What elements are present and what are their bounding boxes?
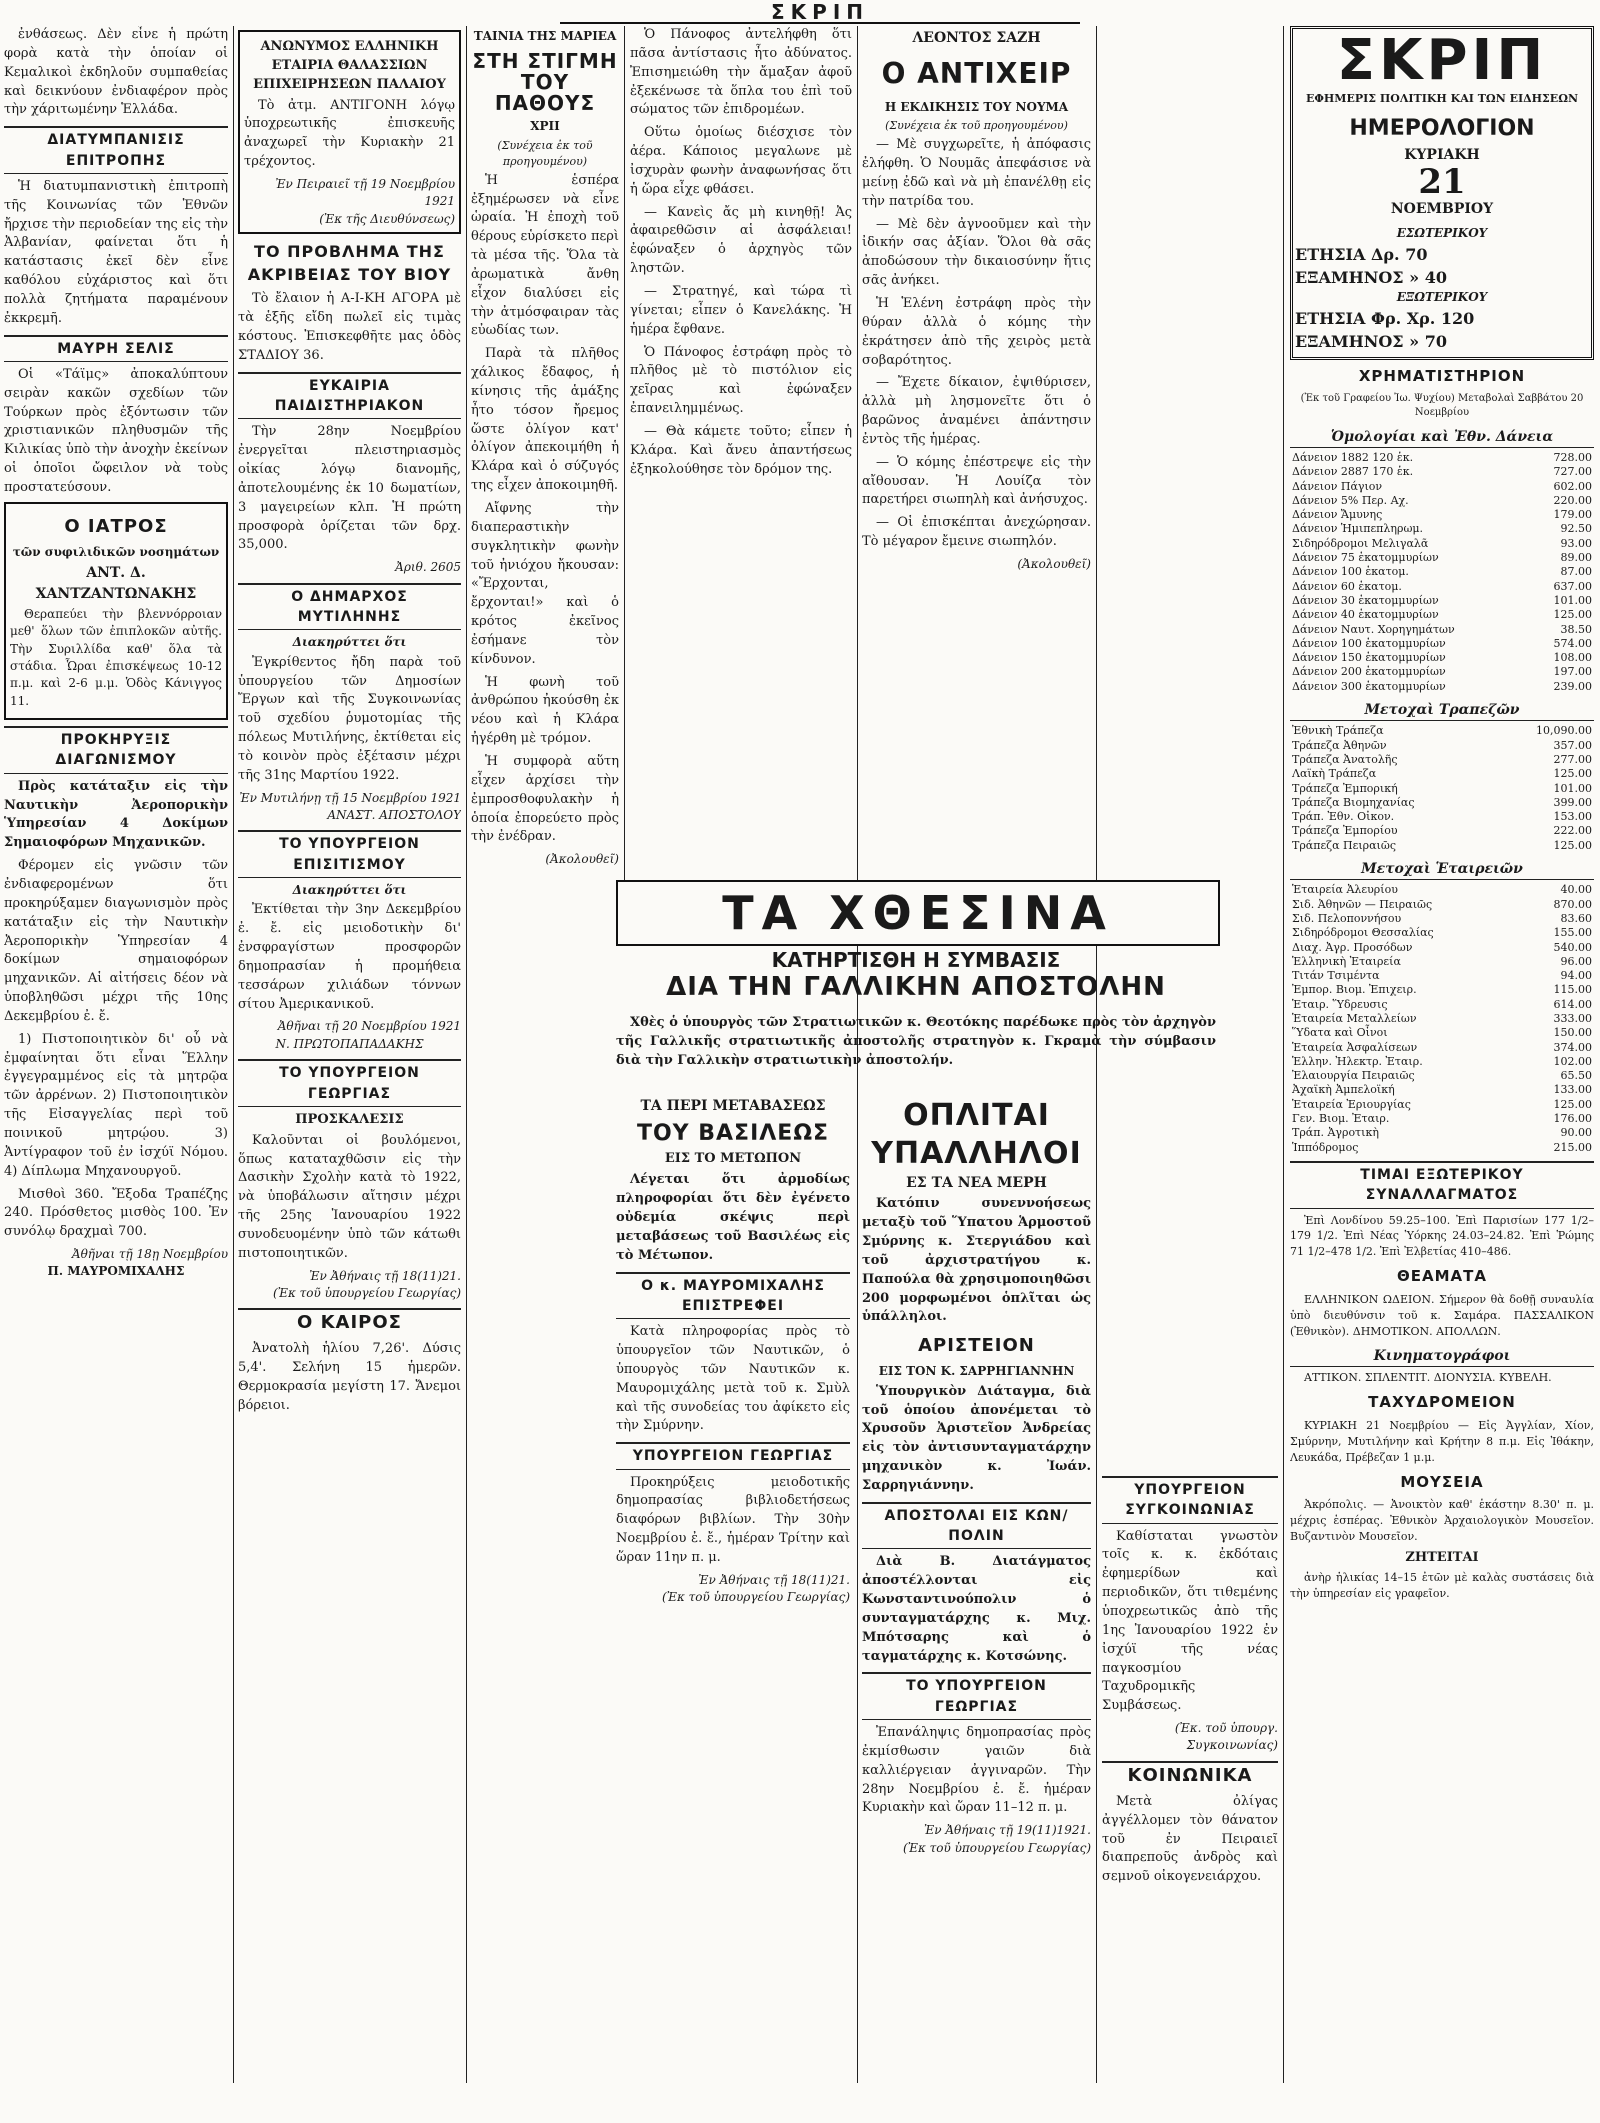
- headline-mouseia: ΜΟΥΣΕΙΑ: [1400, 1472, 1484, 1491]
- company-share-row: [1290, 1026, 1594, 1040]
- paper-tagline: ΕΦΗΜΕΡΙΣ ΠΟΛΙΤΙΚΗ ΚΑΙ ΤΩΝ ΕΙΔΗΣΕΩΝ: [1305, 92, 1579, 105]
- headline-line: ΕΣ ΤΑ ΝΕΑ ΜΕΡΗ: [906, 1175, 1047, 1191]
- quote-value: 239.00: [1553, 679, 1592, 693]
- quote-label: Ὕδατα καὶ Οἶνοι: [1292, 1026, 1388, 1040]
- museum-listing: Ἀκρόπολις. — Ἀνοικτὸν καθ' ἑκάστην 8.30' π. μ. μέχρις ἑσπέρας. Ἐθνικὸν Ἀρχαιολογικὸν Μουσεῖον. Βυζαντινὸν Μουσεῖον.: [1290, 1498, 1594, 1544]
- quote-label: Δάνειον Πάγιον: [1292, 479, 1383, 493]
- quote-value: 155.00: [1553, 926, 1592, 940]
- classified-text: ἀνὴρ ἡλικίας 14–15 ἐτῶν μὲ καλὰς συστάσεις διὰ τὴν ὑπηρεσίαν εἰς γραφεῖον.: [1290, 1571, 1594, 1601]
- post-listing: ΚΥΡΙΑΚΗ 21 Νοεμβρίου — Εἰς Ἀγγλίαν, Χίον, Σμύρνην, Μυτιλήνην καὶ Κρήτην 8 π.μ. Εἰς Ἰθάκην, Λευκάδα, Πρέβεζαν 1 μ.μ.: [1290, 1418, 1594, 1464]
- masthead-title: ΣΚΡΙΠ: [560, 0, 1080, 24]
- subscription-box: [1295, 225, 1589, 353]
- serial-subtitle: Η ΕΚΔΙΚΗΣΙΣ ΤΟΥ ΝΟΥΜΑ: [884, 99, 1069, 114]
- bank-shares-table: [1290, 724, 1594, 853]
- headline-kairos: Ο ΚΑΙΡΟΣ: [238, 1308, 461, 1336]
- quote-value: 108.00: [1553, 651, 1592, 665]
- bond-row: [1290, 465, 1594, 479]
- cinema-listing: ΑΤΤΙΚΟΝ. ΣΠΛΕΝΤΙΤ. ΔΙΟΝΥΣΙΑ. ΚΥΒΕΛΗ.: [1304, 1371, 1552, 1385]
- serial-body: — Κανεὶς ἄς μὴ κινηθῇ! Ἀς ἀφαιρεθῶσιν αἱ ἀσφάλειαι! ἐφώναξεν ὁ ἀρχηγὸς τῶν ληστῶν.: [630, 204, 852, 277]
- ad-anonymos: [238, 30, 461, 234]
- article-signature: Ν. ΠΡΩΤΟΠΑΠΑΔΑΚΗΣ: [275, 1036, 424, 1051]
- bank-share-row: [1290, 753, 1594, 767]
- company-share-row: [1290, 1069, 1594, 1083]
- serial-title: Ο ΑΝΤΙΧΕΙΡ: [881, 57, 1072, 91]
- quote-value: 125.00: [1553, 838, 1592, 852]
- quote-label: Ἀχαϊκὴ Ἀμπελοϊκή: [1292, 1083, 1395, 1097]
- column-rule: [466, 26, 467, 2083]
- section-title: ΤΑ ΧΘΕΣΙΝΑ: [722, 886, 1114, 940]
- quote-value: 574.00: [1553, 636, 1592, 650]
- quote-label: Δάνειον 75 ἑκατομμυρίων: [1292, 551, 1439, 565]
- quote-value: 399.00: [1553, 795, 1592, 809]
- quote-value: 197.00: [1553, 665, 1592, 679]
- article-date: Ἐν Μυτιλήνῃ τῇ 15 Νοεμβρίου 1921: [239, 790, 461, 805]
- headline-theamata: ΘΕΑΜΑΤΑ: [1397, 1267, 1487, 1286]
- article-date: Ἐν Ἀθήναις τῇ 18(11)21.: [698, 1572, 850, 1587]
- quote-value: 215.00: [1553, 1140, 1592, 1154]
- article-body: Διὰ Β. Διατάγματος ἀποστέλλονται εἰς Κωνσταντινούπολιν ὁ συνταγματάρχης κ. Μιχ. Μπότσαρης καὶ ὁ ταγματάρχης κ. Κοτσώνης.: [862, 1554, 1091, 1664]
- bank-share-row: [1290, 767, 1594, 781]
- theatre-listing: ΕΛΛΗΝΙΚΟΝ ΩΔΕΙΟΝ. Σήμερον θὰ δοθῇ συναυλία ὑπὸ διευθύνσιν τοῦ κ. Σαμάρα. ΠΑΣΣΑΛΙΚΟΝ (Ἐθνικὸν). ΔΗΜΟΤΙΚΟΝ. ΑΠΟΛΛΩΝ.: [1290, 1293, 1594, 1338]
- notice-subheading: Διακηρύττει ὅτι: [292, 882, 407, 897]
- center-right-column: [862, 1094, 1091, 2083]
- quote-label: Ἱππόδρομος: [1292, 1140, 1359, 1154]
- column-2: [238, 26, 461, 2083]
- quote-value: 222.00: [1553, 824, 1592, 838]
- bank-share-row: [1290, 724, 1594, 738]
- bond-row: [1290, 651, 1594, 665]
- subscription-rate: ΕΤΗΣΙΑ Δρ. 70: [1295, 244, 1428, 264]
- bond-row: [1290, 537, 1594, 551]
- quote-label: Δάνειον 2887 170 ἑκ.: [1292, 465, 1414, 479]
- quote-label: Σιδηρόδρομοι Θεσσαλίας: [1292, 926, 1434, 940]
- quote-value: 83.60: [1560, 911, 1592, 925]
- headline-apostolai: ΑΠΟΣΤΟΛΑΙ ΕΙΣ ΚΩΝ/ΠΟΛΙΝ: [862, 1502, 1091, 1550]
- paper-logo-box: [1290, 26, 1594, 360]
- article-signature: ΑΝΑΣΤ. ΑΠΟΣΤΟΛΟΥ: [327, 808, 461, 822]
- article-body: Καθίσταται γνωστὸν τοῖς κ. κ. ἐκδόταις ἐφημερίδων καὶ περιοδικῶν, ὅτι τιθεμένης ὑποχρεωτικῶς ἀπὸ τῆς 1ης Ἰανουαρίου 1922 ἐν ἰσχύϊ τῆς νέας παγκοσμίου Ταχυδρομικῆς Συμβάσεως.: [1102, 1528, 1278, 1714]
- section-header-ta-xthesina: [616, 880, 1220, 946]
- subscription-heading: ΕΣΩΤΕΡΙΚΟΥ: [1396, 226, 1488, 241]
- quote-label: Δάνειον 5% Περ. Αχ.: [1292, 493, 1409, 507]
- serial-body: Αἴφνης τὴν διαπεραστικὴν συγκλητικὴν φωνὴν τοῦ ἠνιόχου ἤκουσαν: «Ἔρχονται, ἔρχονται!» καὶ ὁ κρότος ἐκεῖνος ἐσήμανε τὸν κίνδυνον.: [471, 501, 619, 667]
- column-1: [4, 26, 228, 2083]
- ad-date: Ἐν Πειραιεῖ τῇ 19 Νοεμβρίου 1921: [275, 176, 455, 209]
- bond-row: [1290, 551, 1594, 565]
- quote-value: 133.00: [1553, 1083, 1592, 1097]
- serial-body: Ἡ ἑσπέρα ἐξημέρωσεν νὰ εἶνε ὡραία. Ἡ ἐποχὴ τοῦ θέρους εὑρίσκετο περὶ τὰ μέσα τῆς. Ὅλα τὰ ἀρωματικὰ ἄνθη εἶχον διαλύσει εἰς τὴν ἀτμόσφαιραν τὰς εὐωδίας των.: [471, 172, 619, 339]
- market-section-title: Μετοχαὶ Ἑταιρειῶν: [1290, 859, 1594, 880]
- quote-label: Τράπεζα Βιομηχανίας: [1292, 795, 1415, 809]
- quote-label: Τράπεζα Πειραιῶς: [1292, 838, 1396, 852]
- company-share-row: [1290, 926, 1594, 940]
- headline-line: ΑΡΙΣΤΕΙΟΝ: [918, 1335, 1035, 1357]
- quote-label: Τράπ. Ἀγροτικὴ: [1292, 1126, 1379, 1140]
- quote-label: Τράπεζα Ἐμπορίου: [1292, 824, 1398, 838]
- paper-logo: ΣΚΡΙΠ: [1336, 28, 1548, 93]
- quote-value: 153.00: [1553, 810, 1592, 824]
- company-share-row: [1290, 1041, 1594, 1055]
- company-share-row: [1290, 1012, 1594, 1026]
- quote-value: 89.00: [1560, 551, 1592, 565]
- article-body: Ἐγκρίθεντος ἤδη παρὰ τοῦ ὑπουργείου τῶν Δημοσίων Ἔργων καὶ τῆς Συγκοινωνίας τοῦ σχεδίου ῥυμοτομίας τῆς πόλεως Μυτιλήνης, ἐκτίθεται εἰς τὸ κοινὸν πρὸς ἐξέτασιν μέχρι τῆς 31ης Μαρτίου 1922.: [238, 654, 461, 783]
- quote-value: 176.00: [1553, 1112, 1592, 1126]
- ad-body: Τὸ ἔλαιον ἡ Α-Ι-ΚΗ ΑΓΟΡΑ μὲ τὰ ἑξῆς εἴδη πωλεῖ εἰς τιμὰς κόστους. Ἐπισκεφθῆτε μας ὁδὸς ΣΤΑΔΙΟΥ 36.: [238, 291, 461, 363]
- quote-label: Δάνειον 1882 120 ἑκ.: [1292, 451, 1414, 464]
- quote-value: 540.00: [1553, 940, 1592, 954]
- headline-line: ΚΑΤΗΡΤΙΣΘΗ Η ΣΥΜΒΑΣΙΣ: [771, 948, 1061, 972]
- headline-line: ΟΠΛΙΤΑΙ: [903, 1098, 1050, 1133]
- quote-label: Διαχ. Ἀγρ. Προσόδων: [1292, 940, 1413, 954]
- quote-value: 101.00: [1553, 593, 1592, 607]
- company-share-row: [1290, 912, 1594, 926]
- article-intro: ἐνθάσεως. Δὲν εἶνε ἡ πρώτη φορὰ κατὰ τὴν ὁποίαν οἱ Κεμαλικοὶ ἐκδηλοῦν συμπαθείας καὶ δεικνύουν ἐνδιαφέρον πρὸς τὴν χάριτωμένην Ἑλλάδα.: [4, 27, 228, 118]
- article-body: Φέρομεν εἰς γνῶσιν τῶν ἐνδιαφερομένων ὅτι προκηρύξαμεν διαγωνισμὸν πρὸς κατάταξιν εἰς τὴν Ναυτικὴν Ἀεροπορικὴν Ὑπηρεσίαν 4 δοκίμων σημαιοφόρων μηχανικῶν. Αἱ αἰτήσεις δέον νὰ ὑποβληθῶσι μέχρι τῆς 10ης Δεκεμβρίου ἐ. ἔ.: [4, 858, 228, 1024]
- company-share-row: [1290, 983, 1594, 997]
- quote-label: Ἑταιρεία Ἐριουργίας: [1292, 1097, 1411, 1111]
- bonds-table: [1290, 451, 1594, 694]
- serial-body: — Στρατηγέ, καὶ τώρα τὶ γίνεται; εἶπεν ὁ Κανελάκης. Ἡ ἡμέρα ἔφθανε.: [630, 283, 852, 337]
- column-rule: [233, 26, 234, 2083]
- article-signature: (Ἐκ τοῦ ὑπουργείου Γεωργίας): [273, 1285, 461, 1300]
- headline-sygkoinonias: ΥΠΟΥΡΓΕΙΟΝ ΣΥΓΚΟΙΝΩΝΙΑΣ: [1102, 1476, 1278, 1524]
- quote-label: Τράπεζα Ἀθηνῶν: [1292, 738, 1387, 752]
- quote-value: 101.00: [1553, 781, 1592, 795]
- quote-label: Δάνειον 40 ἑκατομμυρίων: [1292, 608, 1439, 622]
- ad-subheading: τῶν συφιλιδικῶν νοσημάτων: [12, 544, 220, 559]
- quote-value: 125.00: [1553, 767, 1592, 781]
- quote-value: 637.00: [1553, 579, 1592, 593]
- quote-value: 125.00: [1553, 1097, 1592, 1111]
- serial-body: Ὁ Πάνοφος ἀντελήφθη ὅτι πᾶσα ἀντίστασις ἦτο ἀδύνατος. Ἐπισημειώθη τὴν ἄμαξαν ἀφοῦ ἐξεκένωσε τὰ ὅπλα του ἐπὶ τοῦ σώματος τῶν ἐπιδρομέων.: [630, 27, 852, 118]
- ad-iatros: [4, 502, 228, 720]
- headline-line: ΕΙΣ ΤΟ ΜΕΤΩΠΟΝ: [664, 1151, 802, 1167]
- headline-diatympanisis: ΔΙΑΤΥΜΠΑΝΙΣΙΣ ΕΠΙΤΡΟΠΗΣ: [4, 126, 228, 174]
- article-signature: Π. ΜΑΥΡΟΜΙΧΑΛΗΣ: [47, 1264, 185, 1279]
- article-body: Χθὲς ὁ ὑπουργὸς τῶν Στρατιωτικῶν κ. Θεοτόκης παρέδωκε πρὸς τὸν ἀρχηγὸν τῆς Γαλλικῆς στρατιωτικῆς ἀποστολῆς στρατηγὸν κ. Γκραμὰ τὴν σύμβασιν διὰ τὴν Γαλλικὴν στρατιωτικὴν ἀποστολήν.: [616, 1015, 1216, 1068]
- company-share-row: [1290, 1083, 1594, 1097]
- serial-continuation: (Συνέχεια ἐκ τοῦ προηγουμένου): [885, 119, 1068, 133]
- serial-body: — Μὲ συγχωρεῖτε, ἡ ἀπόφασις ἐλήφθη. Ὁ Νουμᾶς ἀπεφάσισε νὰ μείνῃ ἐδῶ καὶ νὰ μὴ ἐπανέλθῃ εἰς τὴν πατρίδα του.: [862, 137, 1091, 209]
- serial-chapter: ΧΡΙΙ: [530, 119, 560, 134]
- bank-share-row: [1290, 782, 1594, 796]
- quote-label: Δάνειον Ναυτ. Χορηγημάτων: [1292, 622, 1455, 636]
- headline-line: ΕΙΣ ΤΟΝ Κ. ΣΑΡΡΗΓΙΑΝΝΗΝ: [878, 1364, 1075, 1379]
- bond-row: [1290, 665, 1594, 679]
- serial-body: — Ὁ κόμης ἐπέστρεψε εἰς τὴν αἴθουσαν. Ἡ Λουίζα τὸν παρετήρει σιωπηλὴ καὶ ἀνήσυχος.: [862, 454, 1091, 508]
- classified-heading: ΖΗΤΕΙΤΑΙ: [1405, 1550, 1479, 1566]
- quote-label: Δάνειον 100 ἑκατομ.: [1292, 565, 1409, 579]
- headline-chrimatistirion: ΧΡΗΜΑΤΙΣΤΗΡΙΟΝ: [1358, 366, 1526, 385]
- quote-label: Ἑταιρεία Ἀσφαλίσεων: [1292, 1040, 1418, 1054]
- company-share-row: [1290, 1055, 1594, 1069]
- bond-row: [1290, 565, 1594, 579]
- quote-label: Τράπεζα Ἐμπορική: [1292, 781, 1398, 795]
- market-section-title: Μετοχαὶ Τραπεζῶν: [1290, 700, 1594, 721]
- quote-value: 92.50: [1560, 522, 1592, 536]
- quote-value: 87.00: [1560, 565, 1592, 579]
- quote-value: 150.00: [1553, 1026, 1592, 1040]
- bond-row: [1290, 451, 1594, 465]
- company-share-row: [1290, 955, 1594, 969]
- serial-signature: (Ἀκολουθεῖ): [545, 852, 619, 867]
- article-body: Ἀνατολὴ ἡλίου 7,26'. Δύσις 5,4'. Σελήνη 15 ἡμερῶν. Θερμοκρασία μεγίστη 17. Ἄνεμοι βόρειοι.: [238, 1341, 461, 1413]
- article-body: Ὑπουργικὸν Διάταγμα, διὰ τοῦ ὁποίου ἀπονέμεται τὸ Χρυσοῦν Ἀριστεῖον Ἀνδρείας εἰς τὸν ἀντισυνταγματάρχην μηχανικὸν κ. Ἰωάν. Σαρρηγιάννην.: [862, 1383, 1091, 1493]
- company-share-row: [1290, 998, 1594, 1012]
- company-share-row: [1290, 1141, 1594, 1155]
- serial-body: — Οἱ ἐπισκέπται ἀνεχώρησαν. Τὸ μέγαρον ἔμεινε σιωπηλόν.: [862, 515, 1091, 550]
- company-share-row: [1290, 898, 1594, 912]
- article-signature: (Ἐκ τοῦ ὑπουργείου Γεωργίας): [903, 1840, 1091, 1855]
- quote-value: 115.00: [1553, 983, 1592, 997]
- serial-body: — Θὰ κάμετε τοῦτο; εἶπεν ἡ Κλάρα. Καὶ ἄνευ ἀπαντήσεως ἐξηκολούθησε τὸν δρόμον της.: [630, 423, 852, 477]
- headline-efkairia: ΕΥΚΑΙΡΙΑ ΠΑΙΔΙΣΤΗΡΙΑΚΟΝ: [238, 372, 461, 420]
- article-body: Ἐπανάληψις δημοπρασίας πρὸς ἐκμίσθωσιν γαιῶν διὰ καλλιέργειαν ἀγγιναρῶν. Τὴν 28ην Νοεμβρίου ἐ. ἔ. ἡμέραν Κυριακὴν καὶ ὥραν 11–12 π. μ.: [862, 1725, 1091, 1816]
- article-signature: (Ἐκ τοῦ ὑπουργείου Γεωργίας): [662, 1590, 850, 1605]
- center-left-column: [616, 1094, 850, 2083]
- column-3: [471, 26, 619, 933]
- exchange-rates-text: Ἐπὶ Λονδίνου 59.25–100. Ἐπὶ Παρισίων 177 1/2–179 1/2. Ἐπὶ Νέας Ὑόρκης 24.03–24.82. Ἐπὶ Ῥώμης 71 1/2–478 1/2. Ἐπὶ Ἐλβετίας 410–486.: [1290, 1213, 1594, 1259]
- headline-taxydromeion: ΤΑΧΥΔΡΟΜΕΙΟΝ: [1368, 1393, 1516, 1412]
- quote-label: Δάνειον 100 ἑκατομμυρίων: [1292, 636, 1446, 650]
- quote-label: Λαϊκὴ Τράπεζα: [1292, 767, 1377, 781]
- bond-row: [1290, 522, 1594, 536]
- article-body: Κατὰ πληροφορίας πρὸς τὸ ὑπουργεῖον τῶν Ναυτικῶν, ὁ ὑπουργὸς τῶν Ναυτικῶν κ. Μαυρομιχάλης μετὰ τοῦ κ. Σμὺλ καὶ τῆς συνοδείας του ἀφίκετο εἰς τὴν Σμύρνην.: [616, 1324, 850, 1434]
- bank-share-row: [1290, 739, 1594, 753]
- quote-label: Δάνειον 150 ἑκατομμυρίων: [1292, 651, 1446, 665]
- quote-label: Γεν. Βιομ. Ἐταιρ.: [1292, 1112, 1390, 1126]
- serial-title: ΣΤΗ ΣΤΙΓΜΗ ΤΟΥ ΠΑΘΟΥΣ: [472, 49, 618, 116]
- quote-label: Ἐλαιουργία Πειραιῶς: [1292, 1069, 1415, 1083]
- quote-label: Τιτάν Τσιμέντα: [1292, 969, 1380, 983]
- bond-row: [1290, 623, 1594, 637]
- article-body: Τὴν 28ην Νοεμβρίου ἐνεργεῖται πλειστηριασμὸς οἰκίας λόγῳ διανομῆς, ἀποτελουμένης ἐκ 10 δωματίων, 3 μαγειρείων κλπ. Ἡ πρώτη προσφορὰ ὁρίζεται τῶν δρχ. 35,000.: [238, 424, 461, 553]
- article-body: Ἡ διατυμπανιστικὴ ἐπιτροπὴ τῆς Κοινωνίας τῶν Ἐθνῶν ἤρχισε τὴν περιοδείαν της εἰς τὴν Ἀλβανίαν, φαίνεται ὅτι ἡ κατάστασις ἐκεῖ δὲν εἶνε καθόλου εὐχάριστος καὶ ὅτι πολλὰ ζητήματα παραμένουν ἐκκρεμῆ.: [4, 178, 228, 326]
- calendar-day: ΚΥΡΙΑΚΗ: [1404, 146, 1480, 163]
- quote-value: 125.00: [1553, 608, 1592, 622]
- bond-row: [1290, 637, 1594, 651]
- headline-ypourgeion-georgias: ΥΠΟΥΡΓΕΙΟΝ ΓΕΩΡΓΙΑΣ: [616, 1442, 850, 1469]
- subscription-rate: ΕΞΑΜΗΝΟΣ » 40: [1295, 268, 1447, 287]
- quote-value: 277.00: [1553, 752, 1592, 766]
- serial-body: — Μὲ δὲν ἀγνοοῦμεν καὶ τὴν ἰδικήν σας ἀξίαν. Ὅλοι θὰ σᾶς ἀποδώσουν τὴν δικαιοσύνην ἥτις σᾶς ἀνήκει.: [862, 216, 1091, 289]
- serial-tag: ΤΑΙΝΙΑ ΤΗΣ ΜΑΡΙΕΑ: [473, 29, 617, 43]
- serial-author: ΛΕΟΝΤΟΣ ΣΑΖΗ: [912, 30, 1041, 46]
- quote-value: 333.00: [1553, 1011, 1592, 1025]
- headline-georgias: ΤΟ ΥΠΟΥΡΓΕΙΟΝ ΓΕΩΡΓΙΑΣ: [238, 1059, 461, 1107]
- company-shares-table: [1290, 883, 1594, 1155]
- ad-heading: ΑΝΩΝΥΜΟΣ ΕΛΛΗΝΙΚΗ ΕΤΑΙΡΙΑ ΘΑΛΑΣΣΙΩΝ ΕΠΙΧΕΙΡΗΣΕΩΝ ΠΑΛΑΙΟΥ: [253, 39, 446, 92]
- headline-koinonika: ΚΟΙΝΩΝΙΚΑ: [1102, 1761, 1278, 1789]
- article-date: Ἐν Ἀθήναις τῇ 18(11)21.: [309, 1268, 461, 1283]
- bank-share-row: [1290, 824, 1594, 838]
- bank-share-row: [1290, 839, 1594, 853]
- quote-label: Τράπεζα Ἀνατολῆς: [1292, 752, 1398, 766]
- company-share-row: [1290, 969, 1594, 983]
- bond-row: [1290, 608, 1594, 622]
- quote-value: 102.00: [1553, 1054, 1592, 1068]
- article-katartisthi: [616, 1014, 1216, 1084]
- headline-katartisthi: [616, 948, 1216, 1002]
- bond-row: [1290, 580, 1594, 594]
- quote-label: Ἑταιρεία Μεταλλείων: [1292, 1011, 1417, 1025]
- article-body: Μισθοὶ 360. Ἔξοδα Τραπέζης 240. Πρόσθετος μισθὸς 100. Ἐν συνόλῳ δραχμαὶ 700.: [4, 1186, 228, 1240]
- quote-value: 220.00: [1553, 493, 1592, 507]
- quote-value: 94.00: [1560, 969, 1592, 983]
- quote-value: 727.00: [1553, 465, 1592, 479]
- ad-heading: Ο ΙΑΤΡΟΣ: [64, 515, 168, 537]
- bond-row: [1290, 480, 1594, 494]
- article-body: Οἱ «Τάϊμς» ἀποκαλύπτουν σειρὰν κακῶν σχεδίων τῶν Τούρκων πρὸς ἐξόντωσιν τῶν χριστιανικῶν πληθυσμῶν τῆς Κιλικίας ὑπὸ τὴν ἀνοχὴν ἐκείνων οἱ ὁποῖοι ὤφειλον νὰ τοὺς προστατεύσουν.: [4, 366, 228, 495]
- quote-value: 179.00: [1553, 508, 1592, 522]
- company-share-row: [1290, 883, 1594, 897]
- headline-dimarchos: Ο ΔΗΜΑΡΧΟΣ ΜΥΤΙΛΗΝΗΣ: [238, 583, 461, 631]
- ad-body: Θεραπεύει τὴν βλεννόρροιαν μεθ' ὅλων τῶν ἐπιπλοκῶν αὐτῆς. Τὴν Συριλλίδα καθ' ὅλα τὰ στάδια. Ὧραι ἐπισκέψεως 10-12 π.μ. καὶ 2-6 μ.μ. Ὁδὸς Κάνιγγος 11.: [10, 606, 222, 708]
- quote-value: 10,090.00: [1536, 724, 1592, 738]
- quote-label: Ἑταιρ. Ὕδρευσις: [1292, 997, 1388, 1011]
- quote-value: 870.00: [1553, 897, 1592, 911]
- quote-value: 93.00: [1560, 536, 1592, 550]
- quote-label: Δάνειον 300 ἑκατομμυρίων: [1292, 679, 1446, 693]
- quote-value: 96.00: [1560, 954, 1592, 968]
- company-share-row: [1290, 1112, 1594, 1126]
- notice-subheading: ΠΡΟΣΚΑΛΕΣΙΣ: [295, 1111, 404, 1127]
- quote-label: Δάνειον 60 ἑκατομ.: [1292, 579, 1402, 593]
- notice-subheading: Διακηρύττει ὅτι: [292, 635, 407, 650]
- headline-line: ΔΙΑ ΤΗΝ ΓΑΛΛΙΚΗΝ ΑΠΟΣΤΟΛΗΝ: [666, 972, 1166, 1002]
- quote-label: Δάνειον Ἡμιπεπληρωμ.: [1292, 522, 1424, 536]
- quote-label: Σιδ. Πελοποννήσου: [1292, 911, 1402, 925]
- subscription-heading: ΕΞΩΤΕΡΙΚΟΥ: [1396, 290, 1488, 305]
- headline-prokyrixis: ΠΡΟΚΗΡΥΞΙΣ ΔΙΑΓΩΝΙΣΜΟΥ: [4, 726, 228, 774]
- center-far-column: [1102, 1470, 1278, 2083]
- headline-provlima: ΤΟ ΠΡΟΒΛΗΜΑ ΤΗΣ ΑΚΡΙΒΕΙΑΣ ΤΟΥ ΒΙΟΥ: [247, 242, 452, 285]
- headline-line: ΤΟΥ ΒΑΣΙΛΕΩΣ: [636, 1121, 830, 1147]
- subscription-rate: ΕΞΑΜΗΝΟΣ » 70: [1295, 331, 1447, 351]
- company-share-row: [1290, 1098, 1594, 1112]
- column-5: [862, 26, 1091, 873]
- bond-row: [1290, 494, 1594, 508]
- quote-label: Δάνειον 200 ἑκατομμυρίων: [1292, 665, 1446, 679]
- serial-signature: (Ἀκολουθεῖ): [1017, 556, 1091, 571]
- quote-value: 38.50: [1560, 622, 1592, 636]
- quote-label: Δάνειον Ἄμυνης: [1292, 508, 1383, 522]
- quote-label: Σιδ. Ἀθηνῶν — Πειραιῶς: [1292, 897, 1433, 911]
- column-rule: [624, 26, 625, 933]
- column-4: [630, 26, 852, 873]
- article-body: Κατόπιν συνεννοήσεως μεταξὺ τοῦ Ὕπατου Ἁρμοστοῦ Σμύρνης κ. Στεργιάδου καὶ τοῦ ἀρχιστρατήγου κ. Παπούλα θὰ χρησιμοποιηθῶσι 200 μορφωμένοι ὁπλῖται ὡς ὑπάλληλοι.: [862, 1196, 1091, 1325]
- column-6: [1290, 26, 1594, 2083]
- headline-mavri-selis: ΜΑΥΡΗ ΣΕΛΙΣ: [4, 335, 228, 362]
- article-body: Προκηρύξεις μειοδοτικῆς δημοπρασίας βιβλιοδετήσεως διαφόρων βιβλίων. Τὴν 30ὴν Νοεμβρίου ἐ. ἔ., ἡμέραν Τρίτην καὶ ὥραν 11ην π. μ.: [616, 1474, 850, 1565]
- quote-label: Ἑλληνικὴ Ἐταιρεία: [1292, 954, 1401, 968]
- quote-label: Ἑταιρεία Ἀλευρίου: [1292, 883, 1398, 897]
- headline-episitismou: ΤΟ ΥΠΟΥΡΓΕΙΟΝ ΕΠΙΣΙΤΙΣΜΟΥ: [238, 830, 461, 878]
- headline-exoterikou: ΤΙΜΑΙ ΕΞΩΤΕΡΙΚΟΥ ΣΥΝΑΛΛΑΓΜΑΤΟΣ: [1290, 1161, 1594, 1209]
- column-rule: [1283, 26, 1284, 2083]
- subscription-rate: ΕΤΗΣΙΑ Φρ. Χρ. 120: [1295, 308, 1475, 328]
- calendar-date: 21: [1418, 162, 1466, 203]
- quote-value: 65.50: [1560, 1069, 1592, 1083]
- ad-doctor-name: ΑΝΤ. Δ. ΧΑΝΤΖΑΝΤΩΝΑΚΗΣ: [35, 565, 197, 602]
- ad-signature: (Ἐκ τῆς Διευθύνσεως): [319, 211, 455, 226]
- headline-mavromichalis: Ο κ. ΜΑΥΡΟΜΙΧΑΛΗΣ ΕΠΙΣΤΡΕΦΕΙ: [616, 1272, 850, 1320]
- article-body: Μετὰ ὀλίγας ἀγγέλλομεν τὸν θάνατον τοῦ ἐν Πειραιεῖ διαπρεποῦς ἀνδρὸς καὶ σεμνοῦ οἰκογενειάρχου.: [1102, 1793, 1278, 1885]
- article-date: Ἐν Ἀθήναις τῇ 19(11)1921.: [924, 1823, 1091, 1838]
- bank-share-row: [1290, 810, 1594, 824]
- quote-value: 602.00: [1553, 479, 1592, 493]
- quote-label: Τράπ. Ἐθν. Οἰκον.: [1292, 810, 1395, 824]
- quote-label: Ἑλλην. Ἠλεκτρ. Ἐταιρ.: [1292, 1054, 1423, 1068]
- bond-row: [1290, 508, 1594, 522]
- article-date: Ἀθῆναι τῇ 20 Νοεμβρίου 1921: [277, 1019, 461, 1034]
- serial-body: Ὁ Πάνοφος ἐστράφη πρὸς τὸ πλῆθος μὲ τὸ πιστόλιον εἰς χεῖρας καὶ ἐφώναξεν ἐπανειλημμένως.: [630, 344, 852, 417]
- quote-label: Ἐθνικὴ Τράπεζα: [1292, 724, 1384, 738]
- article-body: 1) Πιστοποιητικὸν δι' οὗ νὰ ἐμφαίνηται ὅτι εἶναι Ἕλλην ἐγγεγραμμένος εἰς τὰ μητρῷα τῶν ἀρρένων. 2) Πιστοποιητικὸν τῆς Εἰσαγγελίας περὶ τοῦ ποινικοῦ μητρῴου. 3) Ἀντίγραφον τοῦ ἐν ἰσχύϊ Νόμου. 4) Δίπλωμα Μηχανουργοῦ.: [4, 1031, 228, 1179]
- article-body: Καλοῦνται οἱ βουλόμενοι, ὅπως καταταχθῶσιν εἰς τὴν Δασικὴν Σχολὴν κατὰ τὸ 1922, νὰ ὑποβάλωσιν αἴτησιν μέχρι τῆς 25ης Ἰανουαρίου 1922 συνοδευομένην ὑπὸ τῶν κάτωθι πιστοποιητικῶν.: [238, 1132, 461, 1261]
- bond-row: [1290, 594, 1594, 608]
- quote-label: Σιδηρόδρομοι Μελιγαλᾶ: [1292, 536, 1429, 550]
- bank-share-row: [1290, 796, 1594, 810]
- article-signature: (Ἐκ. τοῦ ὑπουργ. Συγκοινωνίας): [1174, 1721, 1278, 1753]
- serial-body: — Ἔχετε δίκαιον, ἐψιθύρισεν, ἀλλὰ μὴ λησμονεῖτε ὅτι ὁ βαρῶνος ἀναμένει ἀπάντησιν ἐντὸς τῆς ἡμέρας.: [862, 375, 1091, 447]
- quote-value: 374.00: [1553, 1040, 1592, 1054]
- quote-value: 40.00: [1560, 883, 1592, 897]
- market-section-title: Ὁμολογίαι καὶ Ἐθν. Δάνεια: [1290, 427, 1594, 448]
- quote-value: 90.00: [1560, 1126, 1592, 1140]
- headline-line: ΥΠΑΛΛΗΛΟΙ: [871, 1135, 1082, 1171]
- serial-continuation: (Συνέχεια ἐκ τοῦ προηγουμένου): [497, 138, 593, 168]
- serial-body: Ἡ συμφορὰ αὕτη εἶχεν ἀρχίσει τὴν ἐμπροσθοφυλακὴν ἡ ὁποία ἐπορεύετο πρὸς τὴν ἐνέδραν.: [471, 753, 619, 845]
- headline-line: ΤΑ ΠΕΡΙ ΜΕΤΑΒΑΣΕΩΣ: [640, 1098, 826, 1114]
- serial-body: Παρὰ τὰ πλῆθος χάλικος ἔδαφος, ἡ κίνησις τῆς ἁμάξης ἦτο τόσον ἤρεμος ὥστε ὀλίγον κατ' ὀλίγον ἀπεκοιμήθη ἡ Κλάρα καὶ ὁ σύζυγός της εἶχεν ἀποκοιμηθῆ.: [471, 346, 619, 494]
- quote-value: 357.00: [1553, 738, 1592, 752]
- article-lead: Πρὸς κατάταξιν εἰς τὴν Ναυτικὴν Ἀεροπορικὴν Ὑπηρεσίαν 4 Δοκίμων Σημαιοφόρων Μηχανικῶν.: [4, 778, 228, 851]
- listing-subheading: Κινηματογράφοι: [1290, 1346, 1594, 1367]
- bond-row: [1290, 680, 1594, 694]
- serial-body: Ἡ Ἑλένη ἐστράφη πρὸς τὴν θύραν ἀλλὰ ὁ κόμης τὴν ἐκράτησεν ἀπὸ τῆς χειρὸς μετὰ σοβαρότητος.: [862, 295, 1091, 368]
- company-share-row: [1290, 1126, 1594, 1140]
- quote-label: Δάνειον 30 ἑκατομμυρίων: [1292, 593, 1439, 607]
- article-body: Ἐκτίθεται τὴν 3ην Δεκεμβρίου ἐ. ἔ. εἰς μειοδοτικὴν δι' ἐνσφραγίστων προσφορῶν δημοπρασίαν ἡ προμήθεια τεσσάρων χιλιάδων τόννων σίτου Ἀμερικανικοῦ.: [238, 902, 461, 1012]
- serial-body: Ἡ φωνὴ τοῦ ἀνθρώπου ἠκούσθη ἐκ νέου καὶ ἡ Κλάρα ἠγέρθη μὲ τρόμον.: [471, 674, 619, 747]
- quote-label: Ἐμπορ. Βιομ. Ἐπιχειρ.: [1292, 983, 1417, 997]
- article-signature: Ἀριθ. 2605: [395, 560, 461, 575]
- headline-ypourgeion-georgias: ΤΟ ΥΠΟΥΡΓΕΙΟΝ ΓΕΩΡΓΙΑΣ: [862, 1672, 1091, 1720]
- quote-value: 614.00: [1553, 997, 1592, 1011]
- article-date: Ἀθῆναι τῇ 18ῃ Νοεμβρίου: [71, 1247, 228, 1262]
- company-share-row: [1290, 941, 1594, 955]
- article-body: Λέγεται ὅτι ἀρμοδίως πληροφορίαι ὅτι δὲν ἐγένετο οὐδεμία σκέψις περὶ μεταβάσεως τοῦ Βασιλέως εἰς τὸ Μέτωπον.: [616, 1172, 850, 1263]
- serial-body: Οὕτω ὁμοίως διέσχισε τὸν ἀέρα. Κάποιος μεγαλωνε μὲ ἰσχυρὰν φωνὴν ἀναφωνήσας ὅτι ἡ ὥρα εἶχε φθάσει.: [630, 125, 852, 197]
- market-subheading: (Ἐκ τοῦ Γραφείου Ἰω. Ψυχίου) Μεταβολαὶ Σαββάτου 20 Νοεμβρίου: [1300, 392, 1584, 419]
- calendar-month: ΝΟΕΜΒΡΙΟΥ: [1390, 201, 1494, 218]
- quote-value: 728.00: [1553, 451, 1592, 464]
- calendar-title: ΗΜΕΡΟΛΟΓΙΟΝ: [1349, 115, 1535, 141]
- ad-body: Τὸ ἀτμ. ΑΝΤΙΓΟΝΗ λόγῳ ὑποχρεωτικῆς ἐπισκευῆς ἀναχωρεῖ τὴν Κυριακὴν 21 τρέχοντος.: [244, 97, 455, 170]
